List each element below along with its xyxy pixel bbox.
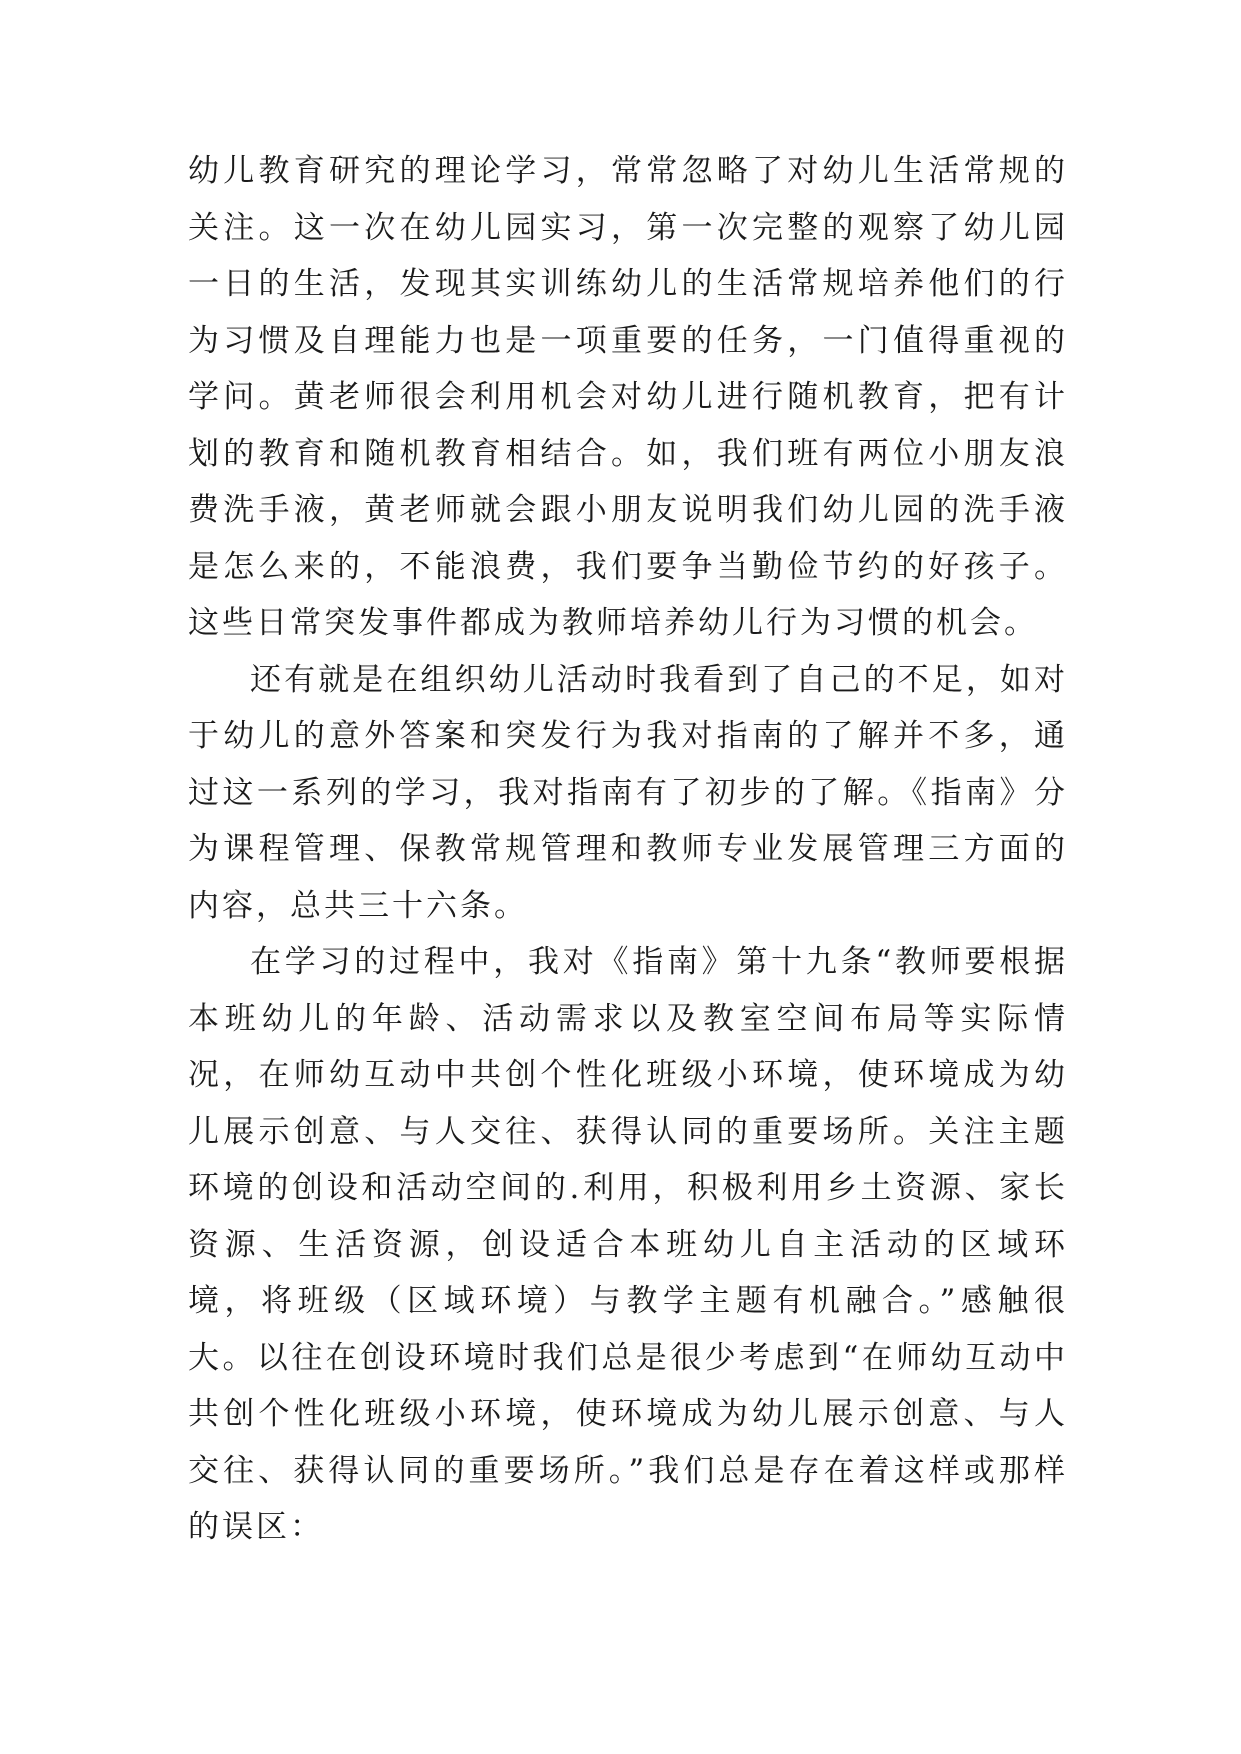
body-text <box>188 143 1068 1556</box>
paragraph: 在学习的过程中，我对《指南》第十九条“教师要根据本班幼儿的年龄、活动需求以及教室空间布局等实际情况，在师幼互动中共创个性化班级小环境，使环境成为幼儿展示创意、与人交往、获得认同的重要场所。关注主题环境的创设和活动空间的.利用，积极利用乡土资源、家长资源、生活资源，创设适合本班幼儿自主活动的区域环境，将班级（区域环境）与教学主题有机融合。”感触很大。以往在创设环境时我们总是很少考虑到“在师幼互动中共创个性化班级小环境，使环境成为幼儿展示创意、与人交往、获得认同的重要场所。”我们总是存在着这样或那样的误区： <box>188 944 1068 1545</box>
paragraph: 还有就是在组织幼儿活动时我看到了自己的不足，如对于幼儿的意外答案和突发行为我对指南的了解并不多，通过这一系列的学习，我对指南有了初步的了解。《指南》分为课程管理、保教常规管理和教师专业发展管理三方面的内容，总共三十六条。 <box>188 661 1068 924</box>
paragraph-continuation: 幼儿教育研究的理论学习，常常忽略了对幼儿生活常规的关注。这一次在幼儿园实习，第一次完整的观察了幼儿园一日的生活，发现其实训练幼儿的生活常规培养他们的行为习惯及自理能力也是一项重要的任务，一门值得重视的学问。黄老师很会利用机会对幼儿进行随机教育，把有计划的教育和随机教育相结合。如，我们班有两位小朋友浪费洗手液，黄老师就会跟小朋友说明我们幼儿园的洗手液是怎么来的，不能浪费，我们要争当勤俭节约的好孩子。这些日常突发事件都成为教师培养幼儿行为习惯的机会。 <box>188 153 1068 641</box>
